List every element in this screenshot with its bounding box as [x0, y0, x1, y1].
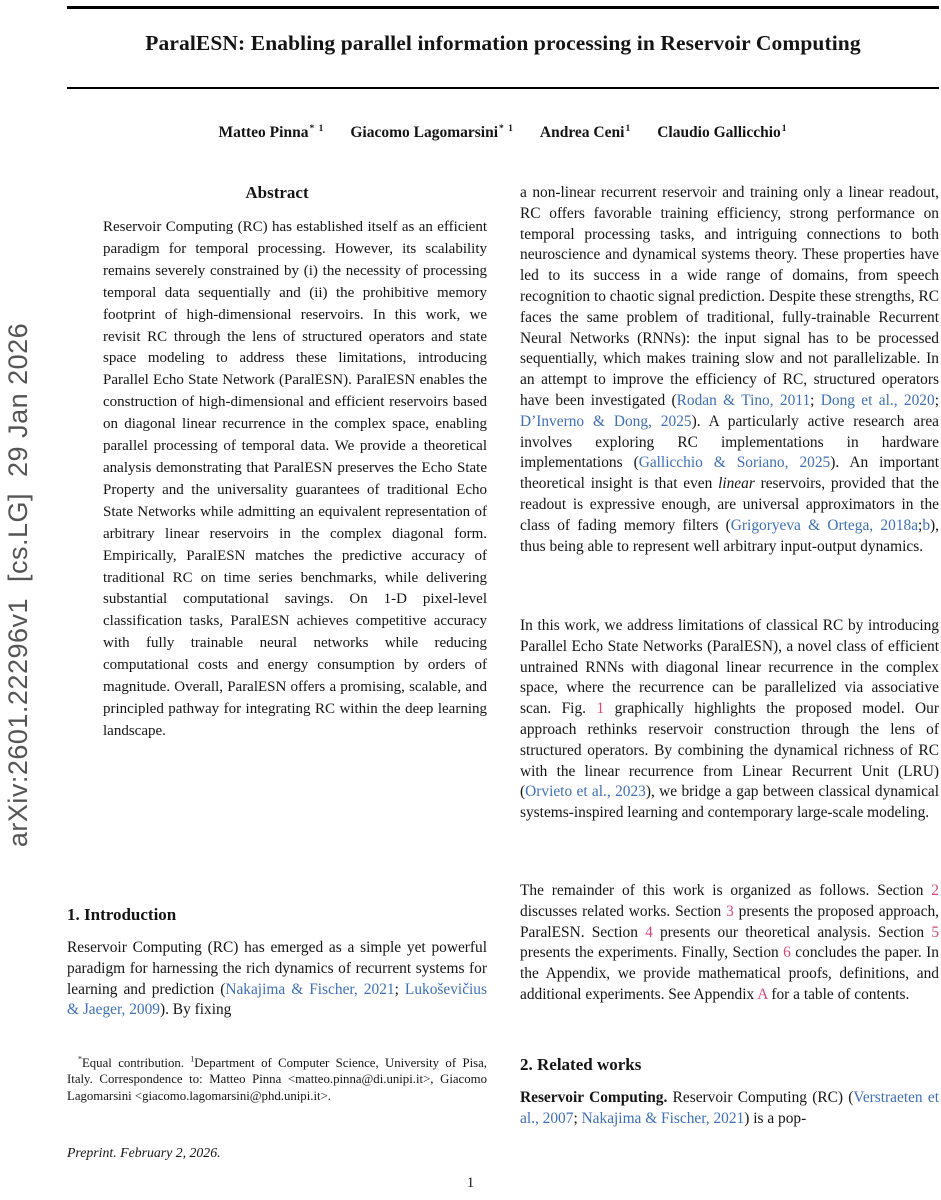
authors-line — [67, 124, 939, 142]
introduction-paragraph — [67, 938, 487, 1021]
text-span: ; — [394, 980, 405, 998]
page-number: 1 — [466, 1175, 475, 1191]
citation-link[interactable]: Grigoryeva & Ortega, 2018a — [730, 516, 919, 534]
author-affiliation-mark: 1 — [781, 123, 788, 134]
paper-title: ParalESN: Enabling parallel information processing in Reservoir Computing — [145, 31, 861, 55]
text-span: 1 — [190, 1054, 195, 1064]
body-paragraph — [520, 616, 939, 868]
text-span: ; — [810, 391, 821, 409]
citation-link[interactable]: Verstraeten et al., 2007 — [520, 1089, 939, 1127]
abstract-heading: Abstract — [245, 183, 309, 202]
citation-link[interactable]: Rodan & Tino, 2011 — [676, 391, 811, 409]
text-span: The remainder of this work is organized as follows. Section — [520, 882, 932, 899]
text-span: reservoirs, provided that the readout is expressive enough, are universal approximators in the class of fading memory filters ( — [520, 475, 939, 534]
internal-ref-link[interactable]: A — [757, 985, 768, 1003]
right-column — [520, 183, 939, 1143]
text-span: ), we bridge a gap between classical dynamical systems-inspired learning and contemporary large-scale modeling. — [520, 783, 940, 822]
left-column — [67, 183, 487, 1173]
citation-link[interactable]: Gallicchio & Soriano, 2025 — [638, 454, 831, 472]
text-span: * — [78, 1054, 82, 1064]
author-name: Giacomo Lagomarsini$^{* 1}$ — [350, 123, 514, 141]
text-span: ; — [573, 1109, 582, 1127]
citation-link[interactable]: Nakajima & Fischer, 2021 — [581, 1109, 745, 1127]
citation-link[interactable]: Dong et al., 2020 — [820, 391, 935, 409]
citation-link[interactable]: Lukoševičius & Jaeger, 2009 — [67, 980, 487, 1019]
section-heading-related-works: 2. Related works — [520, 1055, 642, 1074]
text-span: ) is a pop- — [744, 1109, 807, 1127]
text-span: Equal contribution. — [81, 1056, 191, 1070]
section-heading-introduction: 1. Introduction — [67, 905, 177, 924]
internal-ref-link[interactable]: 3 — [726, 902, 734, 920]
preprint-note: Preprint. February 2, 2026. — [67, 1145, 221, 1160]
text-span: concludes the paper. In the Appendix, we provide mathematical proofs, definitions, and additional experiments. See Appendix — [520, 944, 939, 1003]
citation-link[interactable]: Nakajima & Fischer, 2021 — [225, 980, 395, 998]
text-span: discusses related works. Section — [520, 902, 727, 920]
internal-ref-link[interactable]: 6 — [783, 944, 791, 962]
text-span: Department of Computer Science, University of Pisa, Italy. Correspondence to: Matteo Pinna <matteo.pinna@di.unipi.it>, Giacomo Lagomarsini <giacomo.lagomarsini@phd.unipi.it>. — [67, 1056, 487, 1103]
text-span: ). A particularly active research area involves exploring RC implementations in hardware implementations ( — [520, 412, 939, 472]
top-rule — [67, 6, 939, 9]
arxiv-watermark: arXiv:2601.22296v1 [cs.LG] 29 Jan 2026 — [3, 322, 33, 848]
author-name: Andrea Ceni$^1$ — [539, 123, 632, 141]
text-span: Reservoir Computing (RC) ( — [667, 1089, 854, 1106]
author-affiliation-mark: * 1 — [499, 123, 514, 134]
footnote — [67, 1055, 487, 1104]
internal-ref-link[interactable]: 2 — [931, 882, 939, 899]
body-paragraph — [520, 1088, 939, 1130]
text-span: linear — [718, 475, 755, 493]
text-span: presents the proposed approach, ParalESN. Section — [520, 902, 939, 941]
internal-ref-link[interactable]: 1 — [596, 700, 605, 718]
author-affiliation-mark: * 1 — [309, 123, 325, 134]
internal-ref-link[interactable]: 4 — [645, 923, 653, 941]
author-name: Matteo Pinna$^{* 1}$ — [218, 123, 325, 141]
text-span: ). By fixing — [159, 1001, 232, 1019]
title-rule — [67, 87, 939, 89]
body-paragraph — [520, 183, 939, 603]
text-span: graphically highlights the proposed model. Our approach rethinks reservoir construction through the lens of structured operators. By combining the dynamical richness of RC with the linear recurrence from Linear Recurrent Unit (LRU) ( — [520, 700, 939, 801]
text-span: In this work, we address limitations of classical RC by introducing Parallel Echo State Networks (ParalESN), a novel class of efficient untrained RNNs with diagonal linear recurrence in the complex space, where the recurrence can be parallelized via associative scan. Fig. — [520, 617, 939, 718]
text-span: presents the experiments. Finally, Section — [520, 944, 784, 962]
text-span: a non-linear recurrent reservoir and training only a linear readout, RC offers favorable training efficiency, strong performance on temporal processing tasks, and intriguing connections to both neuroscience and dynamical systems theory. These properties have led to its success in a wide range of domains, from speech recognition to chaotic signal prediction. Despite these strengths, RC faces the same problem of traditional, fully-trainable Recurrent Neural Networks (RNNs): the input signal has to be processed sequentially, which makes training slow and not parallelizable. In an attempt to improve the efficiency of RC, structured operators have been investigated ( — [520, 184, 939, 409]
text-span: Reservoir Computing (RC) has emerged as a simple yet powerful paradigm for harnessing the rich dynamics of recurrent systems for learning and prediction ( — [67, 939, 487, 998]
citation-link[interactable]: D’Inverno & Dong, 2025 — [520, 412, 692, 430]
internal-ref-link[interactable]: 5 — [931, 923, 940, 941]
body-paragraph — [520, 881, 939, 1031]
citation-link[interactable]: Orvieto et al., 2023 — [525, 783, 646, 801]
text-span: presents our theoretical analysis. Section — [652, 923, 932, 941]
author-affiliation-mark: 1 — [625, 123, 632, 134]
citation-link[interactable]: b — [922, 516, 931, 534]
text-span: Reservoir Computing (RC) has established itself as an efficient paradigm for temporal processing. However, its scalability remains severely constrained by (i) the necessity of processing temporal data sequentially and (ii) the prohibitive memory footprint of high-dimensional reservoirs. In this work, we revisit RC through the lens of structured operators and state space modeling to address these limitations, introducing Parallel Echo State Network (ParalESN). ParalESN enables the construction of high-dimensional and efficient reservoirs based on diagonal linear recurrence in the complex space, enabling parallel processing of temporal data. We provide a theoretical analysis demonstrating that ParalESN preserves the Echo State Property and the universality guarantees of traditional Echo State Networks while admitting an equivalent representation of arbitrary linear reservoirs in the complex diagonal form. Empirically, ParalESN matches the predictive accuracy of traditional RC on time series benchmarks, while delivering substantial computational savings. On 1-D pixel-level classification tasks, ParalESN achieves competitive accuracy with fully trainable neural networks while reducing computational costs and energy consumption by orders of magnitude. Overall, ParalESN offers a promising, scalable, and principled pathway for integrating RC within the deep learning landscape. — [103, 219, 487, 739]
text-span: ), thus being able to represent well arbitrary input-output dynamics. — [520, 516, 940, 555]
text-span: ; — [934, 391, 939, 409]
abstract-text — [103, 217, 487, 875]
text-span: for a table of contents. — [767, 985, 910, 1003]
text-span: ). An important theoretical insight is that even — [520, 454, 939, 493]
text-span: Reservoir Computing. — [520, 1089, 668, 1106]
author-name: Claudio Gallicchio$^1$ — [657, 123, 788, 141]
text-span: ; — [918, 516, 923, 534]
